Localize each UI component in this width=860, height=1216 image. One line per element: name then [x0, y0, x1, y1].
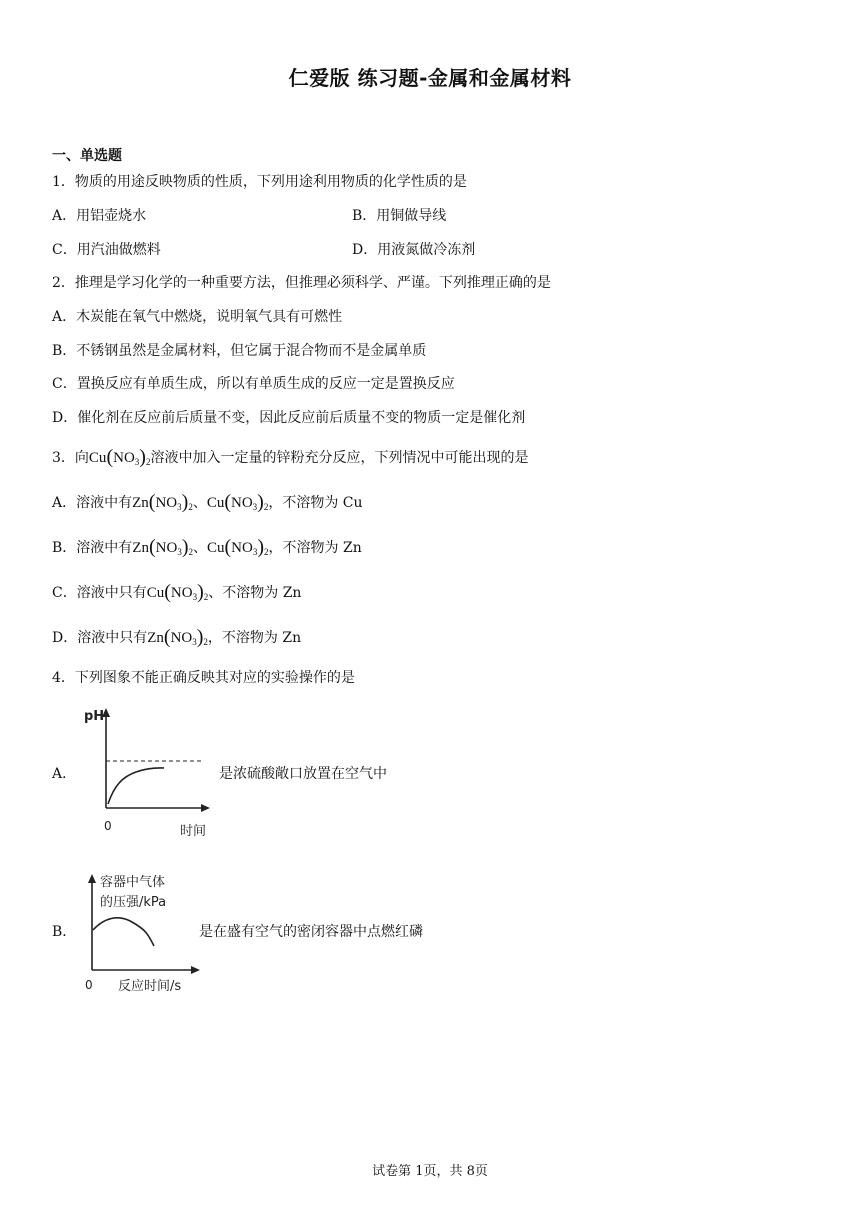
graph-b-y-label-line1: 容器中气体 — [100, 875, 166, 890]
question-1-option-a[interactable]: A．用铝壶烧水 — [52, 208, 147, 224]
formula-cu-no3-2: $Cu(NO_3)_2$ — [146, 581, 209, 603]
question-1-option-d[interactable]: D．用液氮做冷冻剂 — [352, 242, 476, 258]
question-3-stem-pre: 3．向 — [52, 450, 89, 466]
question-2-stem: 2．推理是学习化学的一种重要方法，但推理必须科学、严谨。下列推理正确的是 — [52, 275, 551, 291]
question-4-stem: 4．下列图象不能正确反映其对应的实验操作的是 — [52, 670, 355, 686]
question-2-option-d[interactable]: D．催化剂在反应前后质量不变，因此反应前后质量不变的物质一定是催化剂 — [52, 410, 526, 426]
graph-b-y-arrow — [88, 874, 96, 883]
graph-b-pressure-vs-time — [74, 866, 204, 998]
formula-zn-no3-2: $Zn(NO_3)_2$ — [132, 536, 193, 558]
graph-b-curve — [93, 918, 154, 946]
formula-cu-no3-2: $Cu(NO_3)_2$ — [88, 446, 151, 468]
graph-b-origin: 0 — [85, 978, 93, 992]
question-2-option-c[interactable]: C．置换反应有单质生成，所以有单质生成的反应一定是置换反应 — [52, 376, 455, 392]
graph-a-y-label: pH — [84, 709, 105, 724]
question-2-option-b[interactable]: B．不锈钢虽然是金属材料，但它属于混合物而不是金属单质 — [52, 343, 427, 359]
graph-a-origin: 0 — [104, 819, 112, 833]
question-1-stem: 1．物质的用途反映物质的性质，下列用途利用物质的化学性质的是 — [52, 174, 467, 190]
graph-b-x-arrow — [191, 966, 200, 974]
question-2-option-a[interactable]: A．木炭能在氧气中燃烧，说明氧气具有可燃性 — [52, 309, 343, 325]
question-1-option-b[interactable]: B．用铜做导线 — [352, 208, 447, 224]
question-3-stem-post: 溶液中加入一定量的锌粉充分反应，下列情况中可能出现的是 — [150, 450, 529, 466]
formula-cu-no3-2: $Cu(NO_3)_2$ — [206, 536, 269, 558]
question-3-stem — [52, 448, 528, 472]
question-4-option-a-text: 是浓硫酸敞口放置在空气中 — [219, 766, 387, 782]
question-4-option-b-text: 是在盛有空气的密闭容器中点燃红磷 — [199, 924, 423, 940]
formula-zn-no3-2: $Zn(NO_3)_2$ — [147, 626, 208, 648]
question-4-option-b-label[interactable]: B． — [52, 924, 77, 940]
question-3-option-c[interactable]: C．溶液中只有$Cu(NO_3)_2$、不溶物为 Zn — [52, 581, 302, 603]
formula-cu-no3-2: $Cu(NO_3)_2$ — [206, 491, 269, 513]
graph-a-x-label: 时间 — [180, 824, 207, 839]
page-footer: 试卷第 1页，共 8页 — [372, 1164, 488, 1179]
question-3-option-b[interactable]: B．溶液中有$Zn(NO_3)_2$、$Cu(NO_3)_2$，不溶物为 Zn — [52, 536, 362, 558]
graph-a-curve — [108, 768, 164, 804]
page-title: 仁爱版 练习题-金属和金属材料 — [288, 66, 572, 90]
question-3-option-a[interactable]: A．溶液中有$Zn(NO_3)_2$、$Cu(NO_3)_2$，不溶物为 Cu — [52, 491, 363, 513]
question-4-option-a-label[interactable]: A． — [52, 766, 77, 782]
graph-a-ph-vs-time — [78, 702, 218, 842]
formula-zn-no3-2: $Zn(NO_3)_2$ — [132, 491, 193, 513]
question-1-option-c[interactable]: C．用汽油做燃料 — [52, 242, 161, 258]
graph-a-x-arrow — [201, 804, 210, 812]
section-heading: 一、单选题 — [52, 148, 122, 164]
graph-b-y-label-line2: 的压强/kPa — [100, 895, 167, 910]
question-3-option-d[interactable]: D．溶液中只有$Zn(NO_3)_2$，不溶物为 Zn — [52, 626, 302, 648]
graph-b-x-label: 反应时间/s — [118, 979, 182, 994]
